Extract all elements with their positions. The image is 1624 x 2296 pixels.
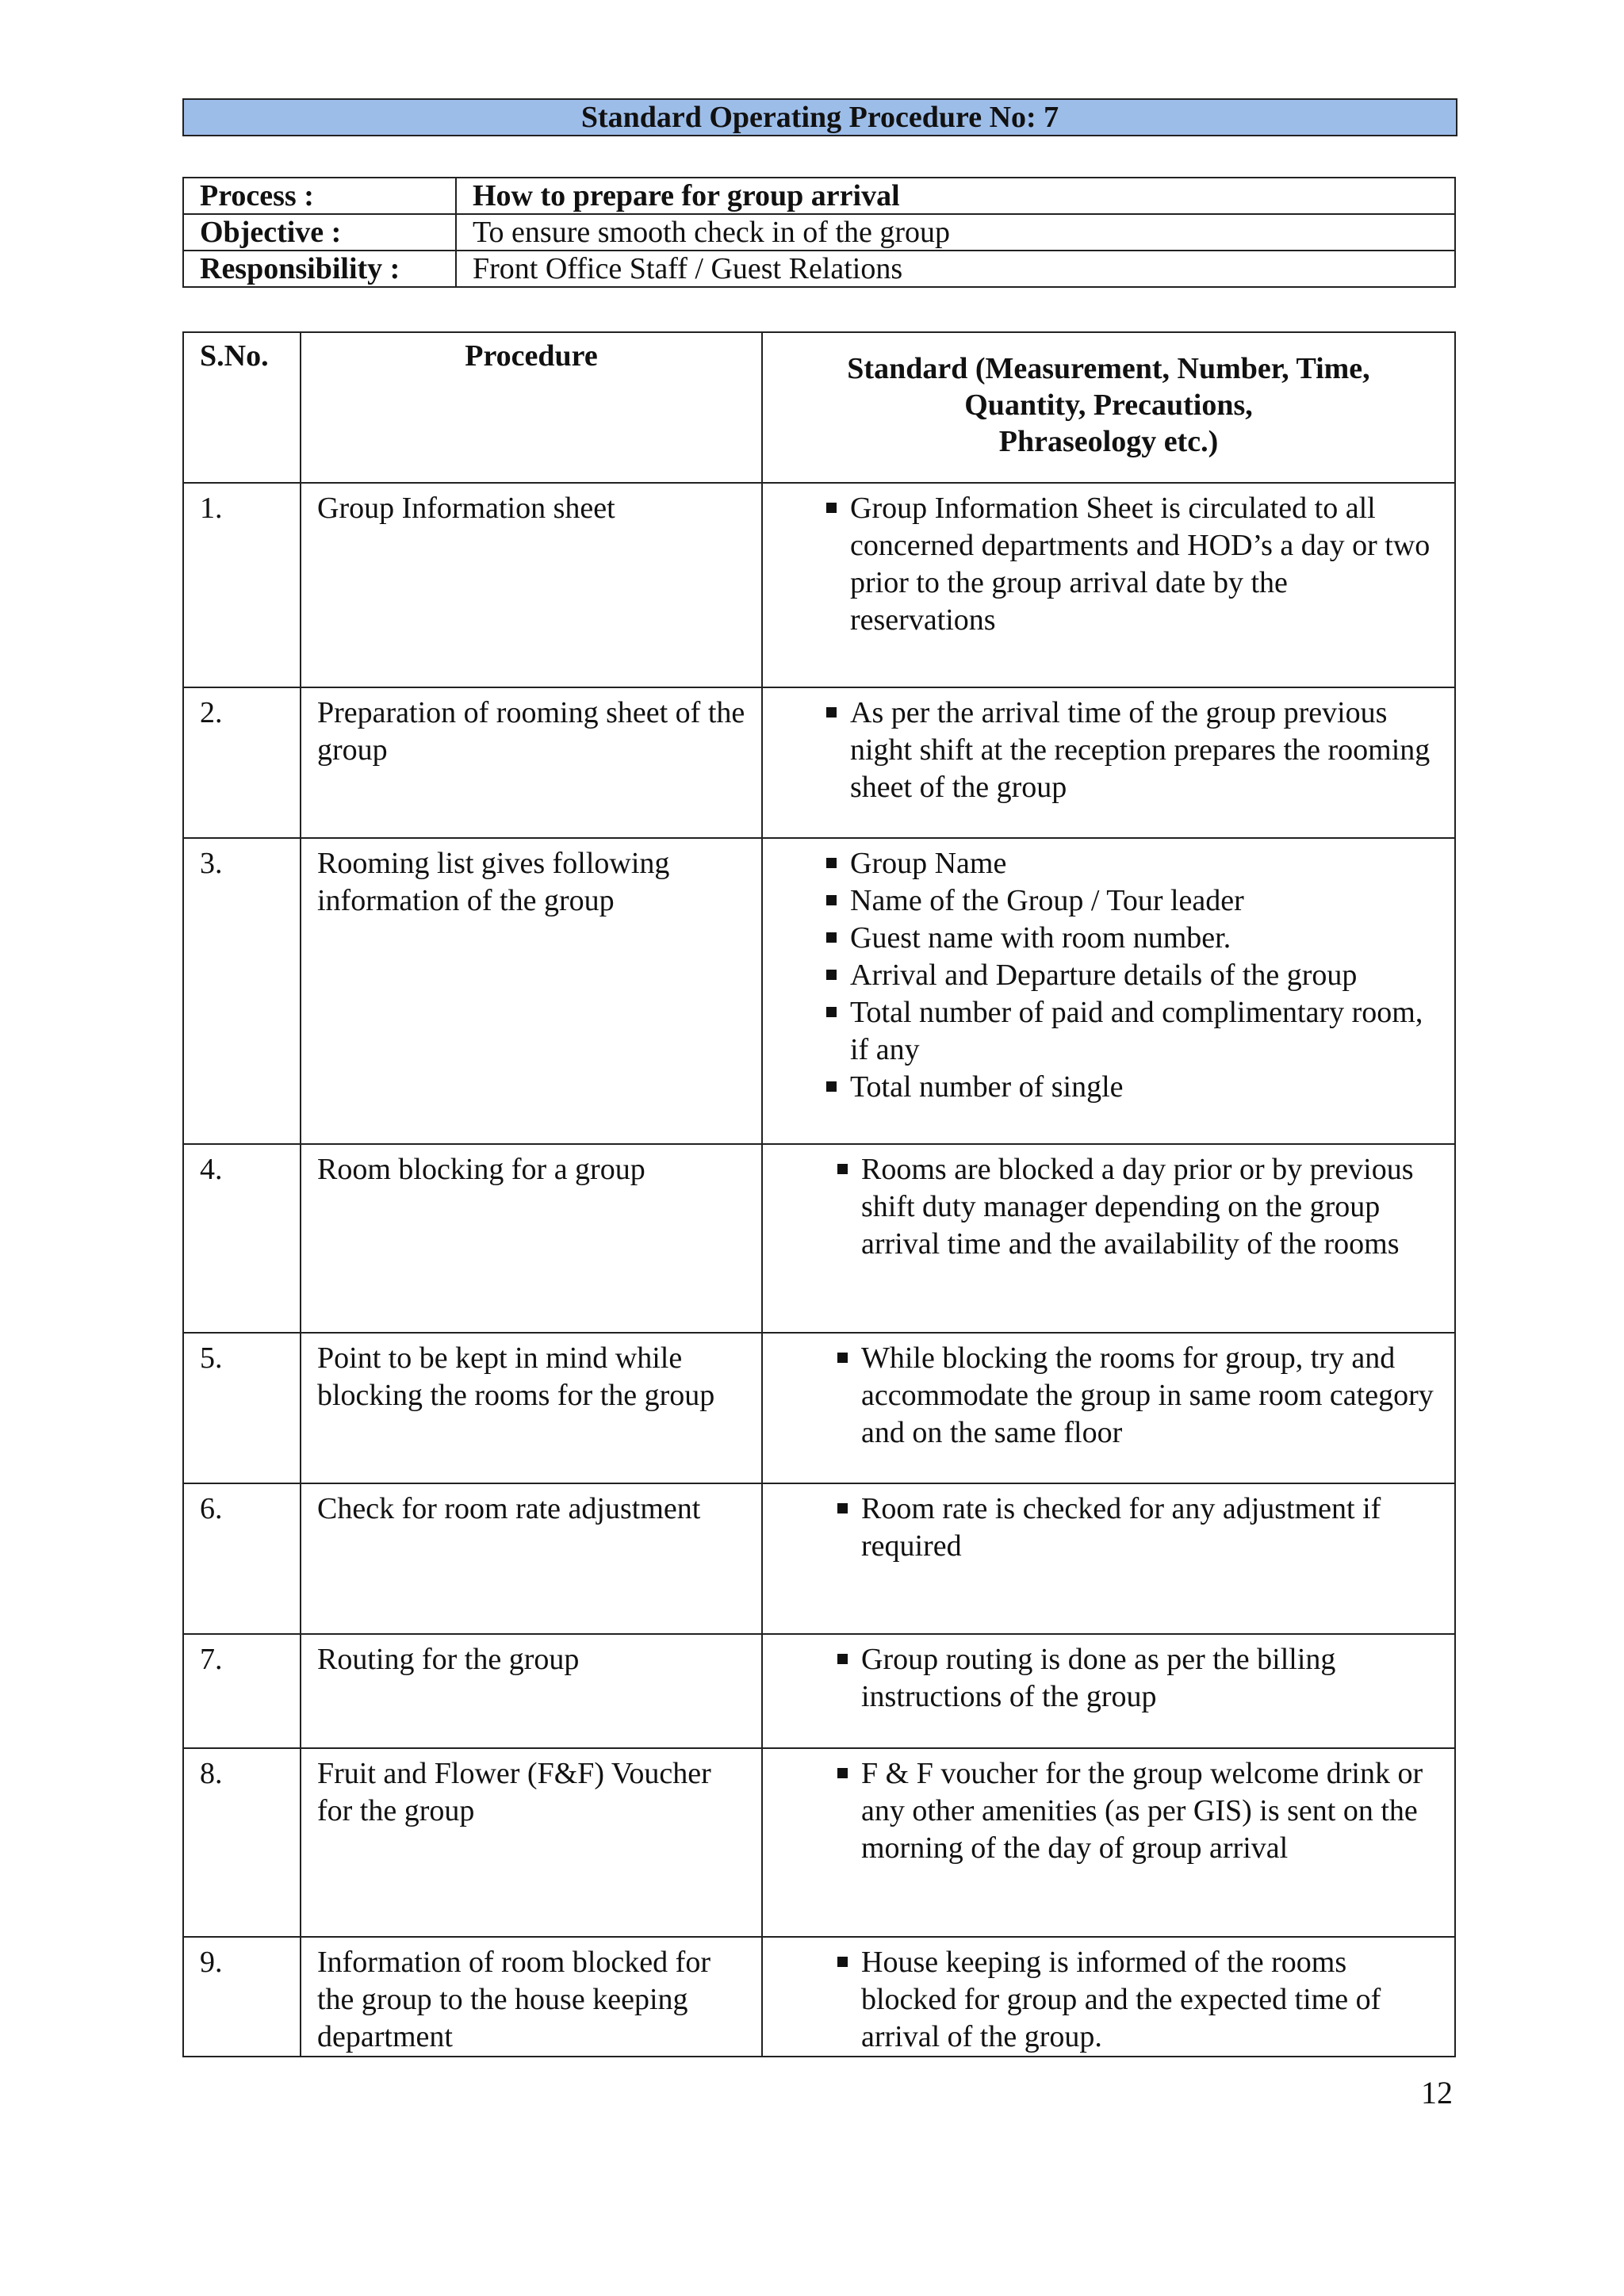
row-standard: [762, 1144, 1455, 1333]
procedure-table: [182, 331, 1456, 2057]
objective-label: Objective :: [183, 214, 456, 251]
row-standard: [762, 483, 1455, 687]
row-standard: [762, 1333, 1455, 1483]
standard-bullet: Rooms are blocked a day prior or by previous shift duty manager depending on the group arrival time and the availability of the rooms: [861, 1151, 1438, 1263]
table-row: [183, 1634, 1455, 1748]
table-row: [183, 1937, 1455, 2057]
standard-bullet: Group Information Sheet is circulated to all concerned departments and HOD’s a day or two prior to the group arrival date by the reservations: [850, 490, 1438, 639]
responsibility-value: Front Office Staff / Guest Relations: [456, 251, 1455, 287]
standard-bullet: F & F voucher for the group welcome drink or any other amenities (as per GIS) is sent on the morning of the day of group arrival: [861, 1755, 1438, 1867]
objective-value: To ensure smooth check in of the group: [456, 214, 1455, 251]
standard-bullet: Guest name with room number.: [850, 920, 1438, 957]
table-row: [183, 1748, 1455, 1937]
row-procedure: Rooming list gives following information of the group: [301, 838, 762, 1144]
header-standard-line1: Standard (Measurement, Number, Time,: [847, 352, 1370, 385]
row-procedure: Fruit and Flower (F&F) Voucher for the group: [301, 1748, 762, 1937]
row-sno: 9.: [183, 1937, 301, 2057]
row-sno: 3.: [183, 838, 301, 1144]
row-sno: 6.: [183, 1483, 301, 1634]
row-procedure: Check for room rate adjustment: [301, 1483, 762, 1634]
row-standard: [762, 838, 1455, 1144]
standard-bullet: Total number of paid and complimentary room, if any: [850, 994, 1438, 1069]
objective-row: [183, 214, 1455, 251]
table-row: [183, 483, 1455, 687]
responsibility-label: Responsibility :: [183, 251, 456, 287]
row-sno: 5.: [183, 1333, 301, 1483]
standard-bullet: Room rate is checked for any adjustment if required: [861, 1490, 1438, 1565]
header-procedure: Procedure: [301, 332, 762, 483]
header-standard-line3: Phraseology etc.): [998, 425, 1219, 458]
row-standard: [762, 1748, 1455, 1937]
standard-bullet: Group Name: [850, 845, 1438, 882]
standard-bullet: Total number of single: [850, 1069, 1438, 1106]
standard-bullet: Name of the Group / Tour leader: [850, 882, 1438, 920]
standard-bullet: Group routing is done as per the billing instructions of the group: [861, 1641, 1438, 1716]
row-standard: [762, 1634, 1455, 1748]
table-row: [183, 687, 1455, 838]
process-value: How to prepare for group arrival: [456, 178, 1455, 214]
standard-bullet: House keeping is informed of the rooms blocked for group and the expected time of arrival of the group.: [861, 1944, 1438, 2056]
process-label: Process :: [183, 178, 456, 214]
sop-title-bar: [182, 98, 1457, 136]
standard-bullet: Arrival and Departure details of the group: [850, 957, 1438, 994]
standard-bullet: As per the arrival time of the group previous night shift at the reception prepares the rooming sheet of the group: [850, 695, 1438, 806]
row-procedure: Preparation of rooming sheet of the group: [301, 687, 762, 838]
row-sno: 8.: [183, 1748, 301, 1937]
header-standard: [762, 332, 1455, 483]
row-procedure: Room blocking for a group: [301, 1144, 762, 1333]
responsibility-row: [183, 251, 1455, 287]
row-procedure: Group Information sheet: [301, 483, 762, 687]
table-row: [183, 1144, 1455, 1333]
row-sno: 2.: [183, 687, 301, 838]
sop-title: Standard Operating Procedure No: 7: [580, 101, 1059, 134]
process-info-table: [182, 177, 1456, 288]
header-standard-line2: Quantity, Precautions,: [964, 388, 1253, 422]
standard-bullet: While blocking the rooms for group, try and accommodate the group in same room category and on the same floor: [861, 1340, 1438, 1452]
row-procedure: Routing for the group: [301, 1634, 762, 1748]
row-standard: [762, 1937, 1455, 2057]
row-procedure: Information of room blocked for the group to the house keeping department: [301, 1937, 762, 2057]
row-sno: 1.: [183, 483, 301, 687]
row-sno: 4.: [183, 1144, 301, 1333]
row-standard: [762, 1483, 1455, 1634]
row-sno: 7.: [183, 1634, 301, 1748]
table-header-row: [183, 332, 1455, 483]
table-row: [183, 1483, 1455, 1634]
table-row: [183, 1333, 1455, 1483]
table-row: [183, 838, 1455, 1144]
header-sno: S.No.: [183, 332, 301, 483]
page-number: 12: [1421, 2075, 1453, 2110]
process-row: [183, 178, 1455, 214]
row-standard: [762, 687, 1455, 838]
row-procedure: Point to be kept in mind while blocking the rooms for the group: [301, 1333, 762, 1483]
